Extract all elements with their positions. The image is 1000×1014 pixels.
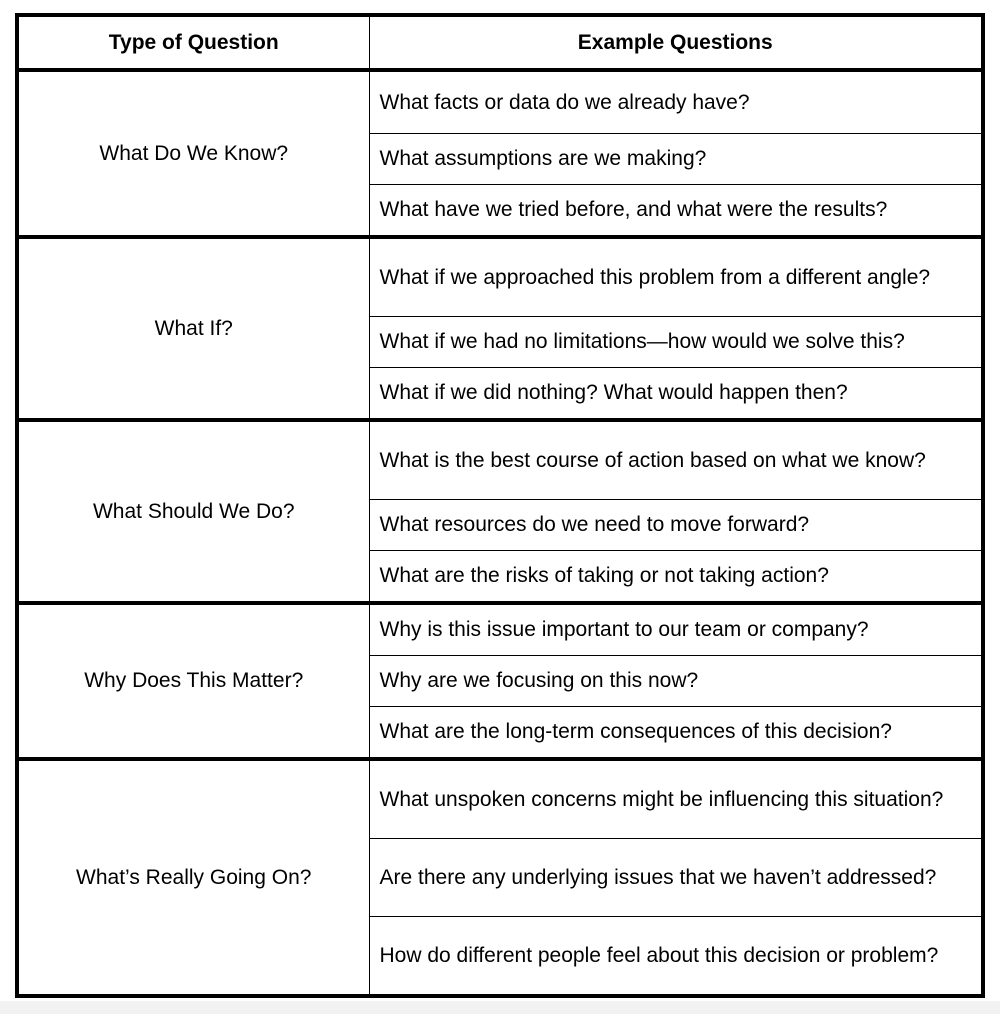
table-row	[17, 70, 983, 134]
example-question-cell: What if we did nothing? What would happen then?	[369, 368, 983, 421]
header-type-of-question: Type of Question	[17, 15, 369, 70]
question-types-table	[15, 13, 985, 998]
table-row	[17, 237, 983, 317]
table-row	[17, 420, 983, 500]
example-question-cell: What facts or data do we already have?	[369, 70, 983, 134]
example-question-cell: Why are we focusing on this now?	[369, 656, 983, 707]
table-header-row	[17, 15, 983, 70]
table-row	[17, 759, 983, 839]
example-question-cell: What are the risks of taking or not taking action?	[369, 551, 983, 604]
example-question-cell: What is the best course of action based on what we know?	[369, 420, 983, 500]
example-question-cell: What unspoken concerns might be influencing this situation?	[369, 759, 983, 839]
example-question-cell: How do different people feel about this decision or problem?	[369, 917, 983, 997]
example-question-cell: Are there any underlying issues that we haven’t addressed?	[369, 839, 983, 917]
example-question-cell: What resources do we need to move forward?	[369, 500, 983, 551]
example-question-cell: What if we had no limitations—how would we solve this?	[369, 317, 983, 368]
question-type-cell: Why Does This Matter?	[17, 603, 369, 759]
question-type-cell: What Do We Know?	[17, 70, 369, 237]
question-type-cell: What’s Really Going On?	[17, 759, 369, 996]
example-question-cell: What if we approached this problem from a different angle?	[369, 237, 983, 317]
example-question-cell: What have we tried before, and what were the results?	[369, 185, 983, 238]
example-question-cell: Why is this issue important to our team or company?	[369, 603, 983, 656]
example-question-cell: What are the long-term consequences of this decision?	[369, 707, 983, 760]
header-example-questions: Example Questions	[369, 15, 983, 70]
question-type-cell: What Should We Do?	[17, 420, 369, 603]
example-question-cell: What assumptions are we making?	[369, 134, 983, 185]
table-row	[17, 603, 983, 656]
question-type-cell: What If?	[17, 237, 369, 420]
